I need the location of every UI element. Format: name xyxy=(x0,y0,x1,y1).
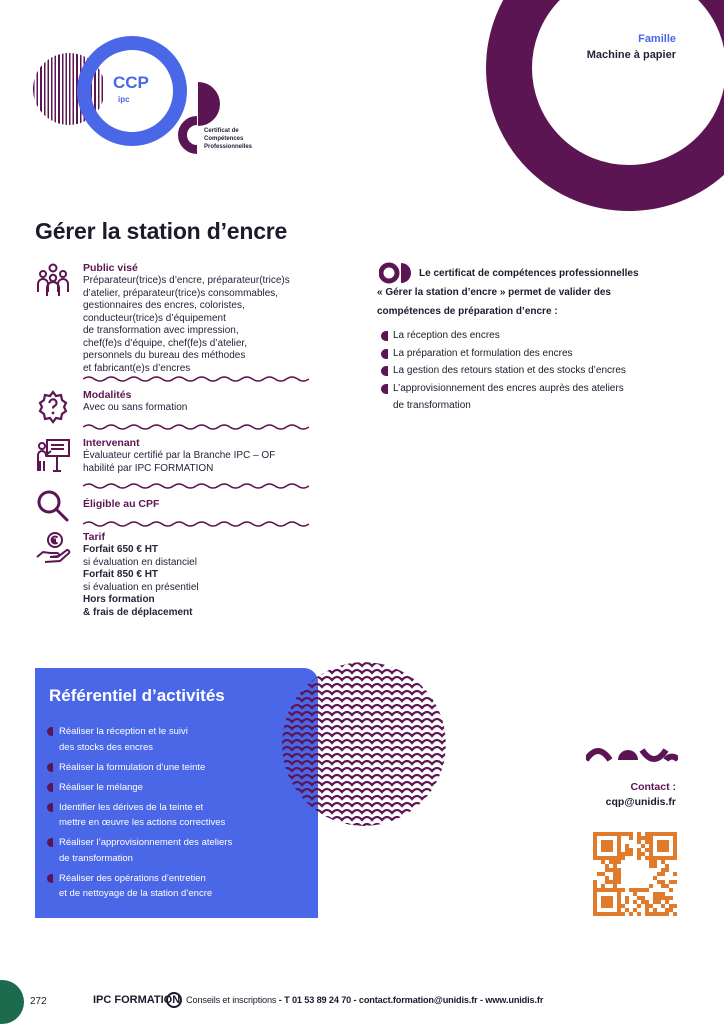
modalites-text: Avec ou sans formation xyxy=(83,402,188,413)
question-gear-icon xyxy=(35,389,71,425)
public-body: Public visé Préparateur(trice)s d’encre, préparateur(trice)s d’atelier, préparateur(trice)s consommables, gestionnaires des encres, coloristes, conducteur(trice)s d’équipement de transformation avec impression, chef(fe)s d’équipe, chef(fe)s d’atelier, personnels du bureau des méthodes et fabricant(e)s d’encres xyxy=(83,262,308,375)
logo-half-circle xyxy=(198,82,220,126)
footer-contact-text: Conseils et inscriptions - T 01 53 89 24 70 - contact.formation@unidis.fr - www.unidis.fr xyxy=(186,995,544,1005)
divider-wave xyxy=(83,375,309,383)
logo-ipc-text: ipc xyxy=(118,95,130,104)
footer-green-circle xyxy=(0,980,24,1024)
list-item: Réaliser la formulation d’une teinte xyxy=(47,760,309,776)
half-circle-bullet-icon xyxy=(381,331,388,341)
public-heading: Public visé xyxy=(83,262,138,274)
wave-line xyxy=(282,740,446,743)
wave-line xyxy=(282,698,446,701)
contact-label: Contact : xyxy=(630,781,676,793)
contact-block xyxy=(606,780,676,810)
half-circle-bullet-icon xyxy=(381,384,388,394)
modalites-heading: Modalités xyxy=(83,389,132,401)
tarif-heading: Tarif xyxy=(83,531,105,543)
modalites-body xyxy=(83,389,308,415)
magnifier-icon xyxy=(35,488,71,524)
wave-line xyxy=(282,733,446,736)
list-item: Identifier les dérives de la teinte et mettre en œuvre les actions correctives xyxy=(47,800,309,831)
half-circle-bullet-icon xyxy=(381,366,388,376)
divider-wave xyxy=(83,520,309,528)
list-item: Réaliser l’approvisionnement des ateliers de transformation xyxy=(47,835,309,866)
referentiel-list xyxy=(47,724,309,906)
qr-code[interactable] xyxy=(593,832,677,916)
certificate-intro: Le certificat de compétences professionnelles « Gérer la station d’encre » permet de valider des compétences de préparation d’encre : xyxy=(377,268,639,317)
list-item: Réaliser des opérations d’entretien et de nettoyage de la station d’encre xyxy=(47,871,309,902)
logo-ccp-text: CCP xyxy=(113,73,149,92)
list-item: La réception des encres xyxy=(381,327,681,345)
half-circle-bullet-icon xyxy=(381,349,388,359)
cpf-body xyxy=(83,498,308,511)
people-group-icon xyxy=(35,262,71,298)
section-modalites xyxy=(35,389,305,421)
page-footer xyxy=(0,980,724,1024)
contact-email[interactable]: cqp@unidis.fr xyxy=(605,796,676,808)
wave-line xyxy=(282,796,446,799)
wavy-lines-circle xyxy=(282,662,446,826)
competences-list xyxy=(381,327,681,415)
wave-line xyxy=(282,691,446,694)
famille-block xyxy=(587,31,676,63)
famille-value: Machine à papier xyxy=(586,49,676,61)
divider-wave xyxy=(83,423,309,431)
wave-line xyxy=(282,705,446,708)
wave-line xyxy=(282,719,446,722)
hand-euro-coin-icon xyxy=(35,531,71,567)
intervenant-body: Intervenant Évaluateur certifié par la Branche IPC – OF habilité par IPC FORMATION xyxy=(83,437,308,475)
half-circle-bullet-icon xyxy=(47,874,53,883)
list-item: Réaliser le mélange xyxy=(47,780,309,796)
referentiel-panel xyxy=(35,668,318,918)
stacked-lines-logo-icon xyxy=(166,992,182,1008)
wave-line xyxy=(282,754,446,757)
page-number: 272 xyxy=(30,996,47,1007)
page-title: Gérer la station d’encre xyxy=(35,218,288,244)
wave-line xyxy=(282,782,446,785)
presenter-board-icon xyxy=(35,437,71,473)
section-intervenant xyxy=(35,437,305,477)
list-item: L’approvisionnement des encres auprès des ateliers de transformation xyxy=(381,380,681,415)
half-circle-bullet-icon xyxy=(47,763,53,772)
wave-line xyxy=(282,761,446,764)
footer-brand: IPC FORMATION xyxy=(93,994,181,1006)
wave-line xyxy=(282,726,446,729)
wave-line xyxy=(282,684,446,687)
wave-line xyxy=(282,663,446,666)
intervenant-heading: Intervenant xyxy=(83,437,140,449)
referentiel-title: Référentiel d’activités xyxy=(49,686,225,705)
half-circle-bullet-icon xyxy=(47,803,53,812)
half-circle-bullet-icon xyxy=(47,838,53,847)
wave-logo-icon xyxy=(586,744,678,766)
section-public xyxy=(35,262,305,382)
wave-line xyxy=(282,747,446,750)
list-item: Réaliser la réception et le suivi des stocks des encres xyxy=(47,724,309,755)
wave-line xyxy=(282,789,446,792)
half-circle-bullet-icon xyxy=(47,727,53,736)
list-item: La préparation et formulation des encres xyxy=(381,345,681,363)
tarif-body: Tarif Forfait 650 € HT si évaluation en distanciel Forfait 850 € HT si évaluation en présentiel Hors formation & frais de déplacement xyxy=(83,531,308,619)
wave-line xyxy=(282,712,446,715)
half-circle-bullet-icon xyxy=(47,783,53,792)
section-tarif xyxy=(35,531,305,623)
logo-certificat-caption: Certificat de Compétences Professionnelles xyxy=(204,128,253,150)
cpf-heading: Éligible au CPF xyxy=(83,498,160,510)
famille-label: Famille xyxy=(638,33,676,45)
section-cpf xyxy=(35,488,305,520)
wave-line xyxy=(282,775,446,778)
list-item: La gestion des retours station et des stocks d’encres xyxy=(381,362,681,380)
wave-line xyxy=(282,768,446,771)
